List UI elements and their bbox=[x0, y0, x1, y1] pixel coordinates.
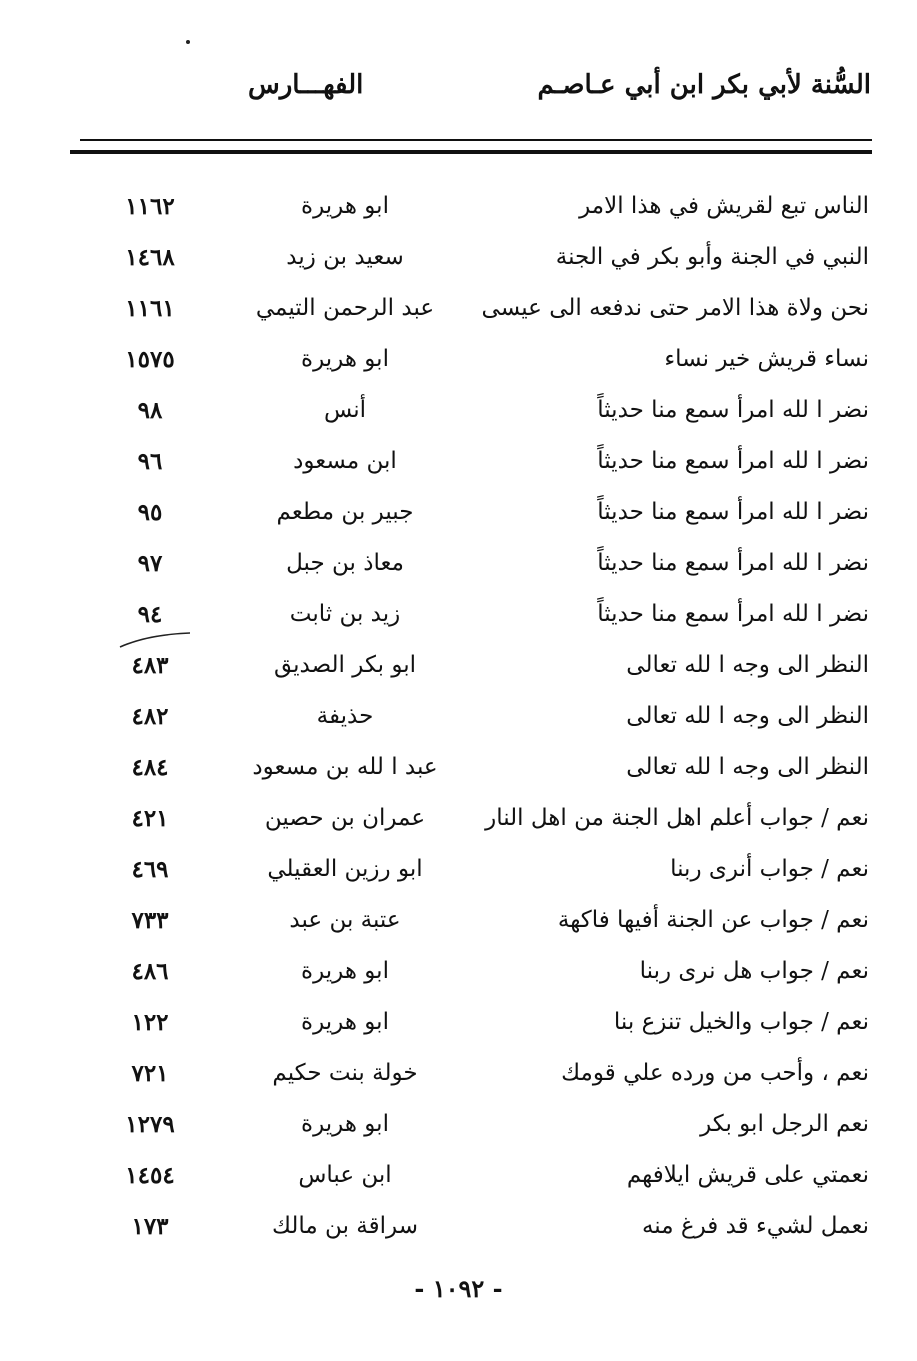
hadith-number: ٩٦ bbox=[137, 448, 163, 475]
hadith-number: ٩٥ bbox=[137, 499, 163, 526]
index-row bbox=[0, 1156, 917, 1207]
hadith-text: نضر ا لله امرأ سمع منا حديثاً bbox=[597, 448, 869, 474]
narrator-name: سعيد بن زيد bbox=[286, 244, 404, 270]
hadith-number: ١٢٧٩ bbox=[125, 1111, 175, 1138]
index-row bbox=[0, 646, 917, 697]
hadith-number: ٤٨٣ bbox=[131, 652, 169, 679]
index-row bbox=[0, 442, 917, 493]
narrator-name: عتبة بن عبد bbox=[289, 907, 401, 933]
hadith-number: ١٧٣ bbox=[131, 1213, 169, 1240]
book-title: السُّنة لأبي بكر ابن أبي عـاصـم bbox=[537, 70, 871, 100]
hadith-number: ١٥٧٥ bbox=[125, 346, 175, 373]
hadith-number: ١٤٥٤ bbox=[125, 1162, 175, 1189]
hadith-number: ١١٦٢ bbox=[125, 193, 175, 220]
hadith-number: ١٢٢ bbox=[131, 1009, 169, 1036]
hadith-text: نعمتي على قريش ايلافهم bbox=[626, 1162, 869, 1188]
hadith-number: ٤٦٩ bbox=[131, 856, 169, 883]
hadith-text: النظر الى وجه ا لله تعالى bbox=[626, 754, 869, 780]
hadith-text: النظر الى وجه ا لله تعالى bbox=[626, 703, 869, 729]
hadith-text: نعم / جواب هل نرى ربنا bbox=[639, 958, 869, 984]
hadith-text: نعم / جواب أنرى ربنا bbox=[670, 856, 869, 882]
hadith-number: ١٤٦٨ bbox=[125, 244, 175, 271]
narrator-name: ابو رزين العقيلي bbox=[267, 856, 423, 882]
hadith-text: الناس تبع لقريش في هذا الامر bbox=[579, 193, 869, 219]
narrator-name: عمران بن حصين bbox=[264, 805, 426, 831]
hadith-number: ٩٤ bbox=[137, 601, 163, 628]
narrator-name: ابو هريرة bbox=[301, 1111, 389, 1137]
index-row bbox=[0, 289, 917, 340]
index-table bbox=[0, 187, 917, 1258]
hadith-text: نعم ، وأحب من ورده علي قومك bbox=[561, 1060, 869, 1086]
narrator-name: ابو هريرة bbox=[301, 346, 389, 372]
narrator-name: ابو بكر الصديق bbox=[273, 652, 417, 678]
index-row bbox=[0, 187, 917, 238]
narrator-name: ابو هريرة bbox=[301, 193, 389, 219]
hadith-text: نعم / جواب والخيل تنزع بنا bbox=[613, 1009, 869, 1035]
page-number: - ١٠٩٢ - bbox=[414, 1274, 503, 1303]
header-rule-thin bbox=[80, 139, 872, 141]
ink-dot bbox=[186, 40, 190, 44]
narrator-name: أنس bbox=[323, 397, 367, 423]
narrator-name: عبد ا لله بن مسعود bbox=[252, 754, 438, 780]
hadith-text: نعم / جواب عن الجنة أفيها فاكهة bbox=[557, 907, 869, 933]
index-row bbox=[0, 697, 917, 748]
hadith-text: نضر ا لله امرأ سمع منا حديثاً bbox=[597, 601, 869, 627]
header-rule-thick bbox=[70, 150, 872, 154]
index-row bbox=[0, 1207, 917, 1258]
hadith-text: نساء قريش خير نساء bbox=[664, 346, 869, 372]
hadith-text: نحن ولاة هذا الامر حتى ندفعه الى عيسى bbox=[481, 295, 869, 321]
narrator-name: معاذ بن جبل bbox=[286, 550, 404, 576]
narrator-name: خولة بنت حكيم bbox=[272, 1060, 418, 1086]
hadith-number: ٤٢١ bbox=[131, 805, 169, 832]
narrator-name: ابو هريرة bbox=[301, 1009, 389, 1035]
hadith-number: ٤٨٦ bbox=[131, 958, 169, 985]
index-row bbox=[0, 1054, 917, 1105]
index-row bbox=[0, 544, 917, 595]
hadith-text: النبي في الجنة وأبو بكر في الجنة bbox=[555, 244, 869, 270]
index-row bbox=[0, 901, 917, 952]
index-row bbox=[0, 1003, 917, 1054]
hadith-number: ٧٣٣ bbox=[131, 907, 169, 934]
hadith-text: نعم الرجل ابو بكر bbox=[700, 1111, 869, 1137]
index-row bbox=[0, 799, 917, 850]
index-row bbox=[0, 238, 917, 289]
hadith-text: نضر ا لله امرأ سمع منا حديثاً bbox=[597, 499, 869, 525]
hadith-text: النظر الى وجه ا لله تعالى bbox=[626, 652, 869, 678]
narrator-name: عبد الرحمن التيمي bbox=[255, 295, 435, 321]
narrator-name: ابو هريرة bbox=[301, 958, 389, 984]
section-title: الفهـــارس bbox=[248, 70, 364, 100]
index-row bbox=[0, 493, 917, 544]
index-row bbox=[0, 850, 917, 901]
hadith-text: نضر ا لله امرأ سمع منا حديثاً bbox=[597, 397, 869, 423]
hadith-number: ٧٢١ bbox=[131, 1060, 169, 1087]
index-row bbox=[0, 952, 917, 1003]
index-row bbox=[0, 340, 917, 391]
hadith-number: ٤٨٢ bbox=[131, 703, 169, 730]
hadith-text: نعمل لشيء قد فرغ منه bbox=[641, 1213, 869, 1239]
handwritten-underline-mark bbox=[118, 631, 192, 649]
narrator-name: ابن مسعود bbox=[293, 448, 397, 474]
index-row bbox=[0, 748, 917, 799]
hadith-number: ٤٨٤ bbox=[131, 754, 169, 781]
narrator-name: جبير بن مطعم bbox=[276, 499, 414, 525]
hadith-text: نعم / جواب أعلم اهل الجنة من اهل النار bbox=[485, 805, 869, 831]
index-row bbox=[0, 1105, 917, 1156]
hadith-number: ٩٧ bbox=[137, 550, 163, 577]
hadith-number: ٩٨ bbox=[137, 397, 163, 424]
narrator-name: ابن عباس bbox=[298, 1162, 392, 1188]
hadith-number: ١١٦١ bbox=[125, 295, 175, 322]
narrator-name: حذيفة bbox=[316, 703, 374, 729]
narrator-name: زيد بن ثابت bbox=[289, 601, 401, 627]
index-row bbox=[0, 391, 917, 442]
hadith-text: نضر ا لله امرأ سمع منا حديثاً bbox=[597, 550, 869, 576]
narrator-name: سراقة بن مالك bbox=[272, 1213, 418, 1239]
